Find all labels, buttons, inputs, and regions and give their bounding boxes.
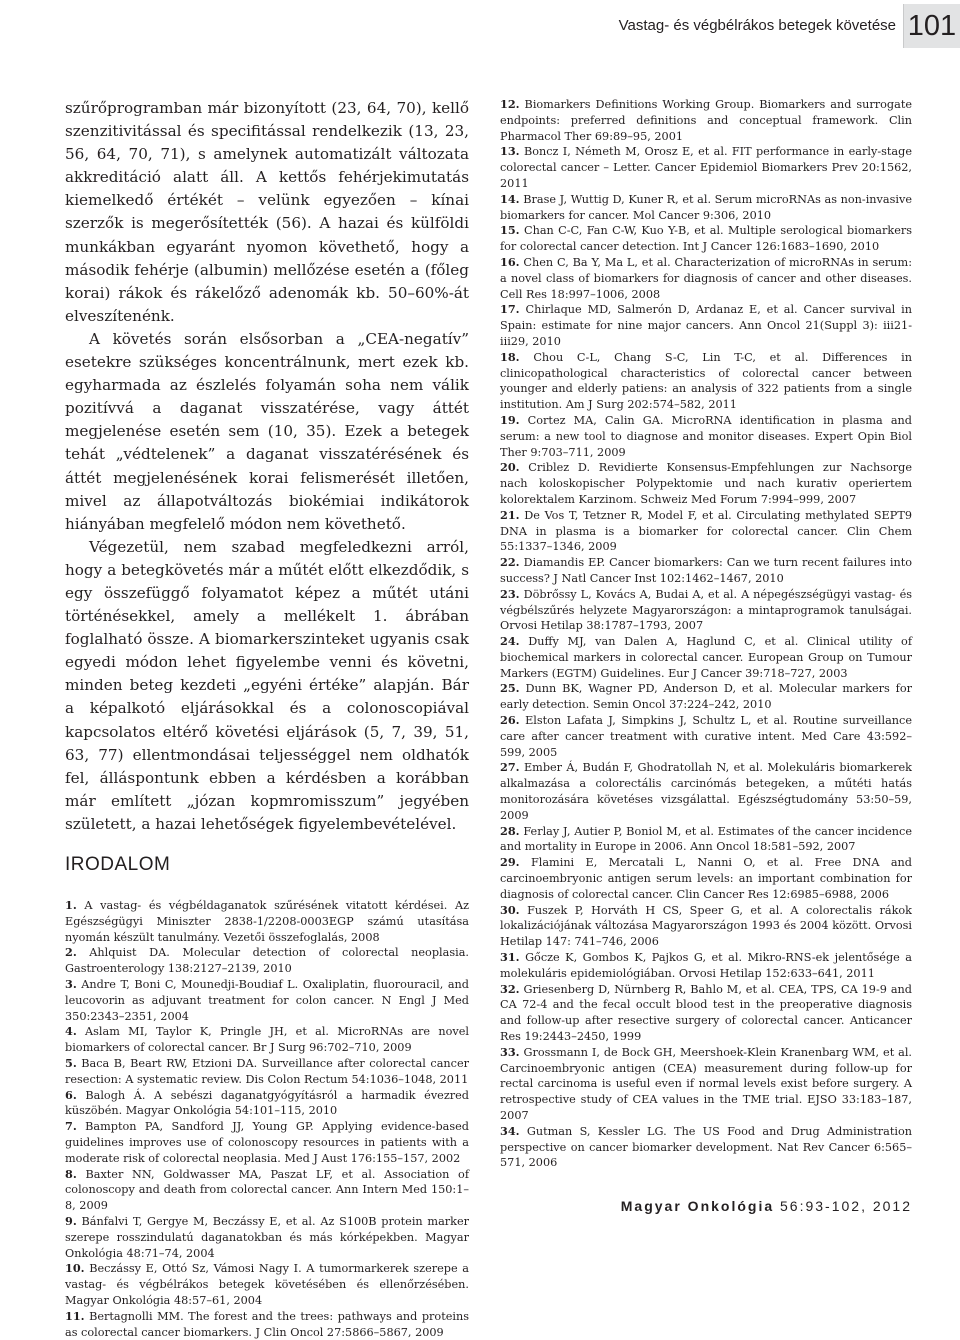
reference-text: Elston Lafata J, Simpkins J, Schultz L, et al. Routine surveillance care after cancer treatment with curative intent. Med Care 43:592–599, 2005 <box>500 714 912 759</box>
reference-item <box>500 192 912 224</box>
reference-text: Balogh Á. A sebészi daganatgyógyításról a harmadik évezred küszöbén. Magyar Onkológia 54:101–115, 2010 <box>65 1088 470 1118</box>
reference-number: 29. <box>500 855 520 870</box>
reference-text: Ahlquist DA. Molecular detection of colorectal neoplasia. Gastroenterology 138:2127–2139, 2010 <box>65 946 469 976</box>
reference-text: Ferlay J, Autier P, Boniol M, et al. Estimates of the cancer incidence and mortality in Europe in 2006. Ann Oncol 18:581–592, 2007 <box>500 824 912 854</box>
reference-item <box>500 1124 912 1171</box>
reference-text: Biomarkers Definitions Working Group. Biomarkers and surrogate endpoints: preferred definitions and conceptual framework. Clin Pharmacol Ther 69:89–95, 2001 <box>500 98 912 143</box>
reference-text: Bertagnolli MM. The forest and the trees: pathways and proteins as colorectal cancer biomarkers. J Clin Oncol 27:5866–5867, 2009 <box>65 1309 469 1339</box>
reference-item <box>500 460 912 507</box>
reference-item <box>500 350 912 413</box>
body-paragraph: szűrőprogramban már bizonyított (23, 64, 70), kellő szenzitivitással és specifitással rendelkezik (13, 23, 56, 64, 70, 71), s amelynek automatizált változata akkreditáció alatt áll. A kettős fehérjekimutatás kiemelkedő értékét – velünk egyezően – kínai szerzők is megerősítették (56). A hazai és külföldi munkákban egyaránt nyomon követhető, hogy a második fehérje (albumin) mellőzése esetén a (főleg korai) rákok és rákelőző adenomák kb. 50–60%-át elveszítenénk. <box>65 99 469 325</box>
reference-item <box>500 413 912 460</box>
reference-number: 7. <box>65 1119 77 1134</box>
reference-number: 18. <box>500 349 520 364</box>
reference-number: 34. <box>500 1123 520 1138</box>
reference-number: 22. <box>500 555 520 570</box>
reference-text: Fuszek P, Horváth H CS, Speer G, et al. A colorectalis rákok lokalizációjának változása Magyarországon 1993 és 2004 között. Orvosi Hetilap 147: 741–746, 2006 <box>500 903 912 949</box>
left-column <box>65 97 469 1340</box>
reference-item <box>65 1309 469 1340</box>
reference-item <box>65 1088 469 1120</box>
reference-item <box>65 1167 469 1214</box>
reference-text: A vastag- és végbéldaganatok szűrésének vitatott kérdései. Az Egészségügyi Miniszter 2838-1/2208-0003EGP számú utasítása nyomán készült tanulmány. Vezetői összefoglalás, 2008 <box>65 899 469 944</box>
reference-number: 20. <box>500 460 520 475</box>
reference-text: De Vos T, Tetzner R, Model F, et al. Circulating methylated SEPT9 DNA in plasma is a biomarker for colorectal cancer. Clin Chem 55:1337–1346, 2009 <box>500 508 913 554</box>
reference-text: Gőcze K, Gombos K, Pajkos G, et al. Mikro-RNS-ek jelentősége a molekuláris epidemiológiában. Orvosi Hetilap 152:633–641, 2011 <box>500 951 913 980</box>
reference-number: 16. <box>500 254 520 269</box>
reference-text: Criblez D. Revidierte Konsensus-Empfehlungen zur Nachsorge nach koloskopischer Polypektomie und nach kurativ operiertem kolorektalem Karzinom. Schweiz Med Forum 7:994–999, 2007 <box>500 461 912 506</box>
reference-text: Ember Á, Budán F, Ghodratollah N, et al. Molekuláris biomarkerek alkalmazása a colorectális carcinómás betegeken, a műtéti hatás monitorozására követéses vizsgálattal. Egészségtudomány 53:50–59, 2009 <box>500 761 912 822</box>
reference-number: 10. <box>65 1261 85 1276</box>
reference-number: 33. <box>500 1044 520 1059</box>
reference-item <box>65 977 469 1024</box>
reference-item <box>500 144 912 191</box>
reference-item <box>65 1214 469 1261</box>
reference-number: 17. <box>500 302 520 317</box>
reference-number: 28. <box>500 823 520 838</box>
reference-number: 2. <box>65 945 77 960</box>
reference-item <box>500 255 912 302</box>
right-column <box>500 97 912 1171</box>
reference-number: 9. <box>65 1213 77 1228</box>
reference-item <box>500 950 912 982</box>
reference-number: 31. <box>500 950 520 965</box>
reference-text: Duffy MJ, van Dalen A, Haglund C, et al. Clinical utility of biochemical markers in colorectal cancer. European Group on Tumour Markers (EGTM) Guidelines. Eur J Cancer 39:718–727, 2003 <box>500 635 912 680</box>
reference-item <box>500 1045 912 1124</box>
reference-item <box>500 982 912 1045</box>
reference-item <box>500 713 912 760</box>
reference-text: Chirlaque MD, Salmerón D, Ardanaz E, et al. Cancer survival in Spain: estimate for nine major cancers. Ann Oncol 21(Suppl 3): iii21-iii29, 2010 <box>500 303 912 348</box>
reference-item <box>500 760 912 823</box>
reference-item <box>500 855 912 902</box>
reference-text: Bánfalvi T, Gergye M, Beczássy E, et al. Az S100B protein marker szerepe rosszindulatú daganatokban és más kórképekben. Magyar Onkológia 48:71–74, 2004 <box>65 1214 470 1260</box>
reference-text: Dunn BK, Wagner PD, Anderson D, et al. Molecular markers for early detection. Semin Oncol 37:224–242, 2010 <box>500 682 912 712</box>
reference-item <box>500 681 912 713</box>
reference-item <box>65 1024 469 1056</box>
reference-text: Chen C, Ba Y, Ma L, et al. Characterization of microRNAs in serum: a novel class of biomarkers for diagnosis of cancer and other diseases. Cell Res 18:997–1006, 2008 <box>500 255 913 301</box>
reference-number: 4. <box>65 1024 77 1039</box>
journal-name: Magyar Onkológia <box>620 1198 775 1214</box>
reference-text: Döbrőssy L, Kovács A, Budai A, et al. A népegészségügyi vastag- és végbélszűrés helyzete Magyarországon: a mintaprogramok tanulságai. Orvosi Hetilap 38:1787–1793, 2007 <box>500 587 913 633</box>
reference-number: 26. <box>500 713 520 728</box>
reference-item <box>500 508 912 555</box>
reference-number: 11. <box>65 1308 85 1323</box>
reference-number: 21. <box>500 507 520 522</box>
reference-number: 32. <box>500 981 520 996</box>
reference-item <box>65 1261 469 1308</box>
body-paragraph: A követés során elsősorban a „CEA-negatív” esetekre szükséges koncentrálnunk, mert ezek kb. egyharmada az észlelés folyamán soha nem válik pozitívvá a daganat visszatérése, vagy áttét megjelenése esetén sem (10, 35). Ezek a betegek tehát „védtelenek” a daganat visszatérésének és áttét megjelenésének korai felismerését illetően, mivel az állapotváltozás biokémiai indikátorok hiányában megfelelő módon nem követhető. <box>65 329 469 533</box>
reference-item <box>500 903 912 950</box>
reference-number: 12. <box>500 97 520 111</box>
references-heading: IRODALOM <box>65 854 171 875</box>
reference-number: 5. <box>65 1055 77 1070</box>
reference-item <box>500 302 912 349</box>
reference-number: 25. <box>500 681 520 696</box>
reference-text: Aslam MI, Taylor K, Pringle JH, et al. MicroRNAs are novel biomarkers of colorectal cancer. Br J Surg 96:702–710, 2009 <box>65 1025 469 1055</box>
reference-number: 13. <box>500 144 520 159</box>
reference-item <box>500 555 912 587</box>
reference-item <box>65 1119 469 1166</box>
reference-text: Griesenberg D, Nürnberg R, Bahlo M, et al. CEA, TPS, CA 19-9 and CA 72-4 and the fecal occult blood test in the preoperative diagnosis and follow-up after resective surgery of colorectal cancer. Anticancer Res 19:2443–2450, 1999 <box>500 982 912 1044</box>
reference-number: 8. <box>65 1166 77 1181</box>
reference-item <box>500 824 912 856</box>
reference-number: 19. <box>500 412 520 427</box>
reference-number: 23. <box>500 586 520 601</box>
reference-item <box>500 97 912 144</box>
reference-text: Cortez MA, Calin GA. MicroRNA identification in plasma and serum: a new tool to diagnose and monitor diseases. Expert Opin Biol Ther 9:703–711, 2009 <box>500 413 912 459</box>
page-number: 101 <box>903 4 960 48</box>
reference-text: Baca B, Beart RW, Etzioni DA. Surveillance after colorectal cancer resection: A systematic review. Dis Colon Rectum 54:1036–1048, 2011 <box>65 1056 469 1086</box>
reference-number: 15. <box>500 223 520 238</box>
reference-item <box>500 634 912 681</box>
reference-item <box>65 1056 469 1088</box>
reference-text: Chan C-C, Fan C-W, Kuo Y-B, et al. Multiple serological biomarkers for colorectal cancer detection. Int J Cancer 126:1683–1690, 2010 <box>500 224 913 254</box>
reference-text: Brase J, Wuttig D, Kuner R, et al. Serum microRNAs as non-invasive biomarkers for cancer. Mol Cancer 9:306, 2010 <box>500 192 912 222</box>
reference-item <box>65 945 469 977</box>
reference-number: 27. <box>500 760 520 775</box>
reference-text: Beczássy E, Ottó Sz, Vámosi Nagy I. A tumormarkerek szerepe a vastag- és végbélrákos betegek követésében és ellenőrzésében. Magyar Onkológia 48:57–61, 2004 <box>65 1262 469 1307</box>
reference-list-right <box>500 97 912 1171</box>
running-title: Vastag- és végbélrákos betegek követése <box>618 17 896 34</box>
reference-number: 3. <box>65 976 77 991</box>
reference-text: Flamini E, Mercatali L, Nanni O, et al. Free DNA and carcinoembryonic antigen serum levels: an important combination for diagnosis of colorectal cancer. Clin Cancer Res 12:6985–6988, 2006 <box>500 856 912 901</box>
reference-item <box>500 587 912 634</box>
reference-text: Chou C-L, Chang S-C, Lin T-C, et al. Differences in clinicopathological characteristics of colorectal cancer between younger and elderly patiens: an analysis of 322 patients from a single institution. Am J Surg 202:574–582, 2011 <box>500 350 913 412</box>
reference-number: 6. <box>65 1087 77 1102</box>
reference-number: 1. <box>65 898 77 912</box>
body-paragraph: Végezetül, nem szabad megfeledkezni arról, hogy a betegkövetés már a műtét előtt elkezdődik, s egy összefüggő folyamatot képez a műtét utáni történésekkel, amely a mellékelt 1. ábrában foglalható össze. A biomarkerszinteket ugyanis csak egyedi módon lehet figyelembe venni és követni, minden beteg kezdeti „egyéni értéke” alapján. Bár a képalkotó eljárásokkal és a colonoscopiával kapcsolatos eltérő követési eljárások (5, 7, 39, 51, 63, 77) ellentmondásai teljességgel nem oldhatók fel, álláspontunk ebben a kérdésben a korábban már említett „józan kopmromisszum” jegyében született, a hazai lehetőségek figyelembevételével. <box>65 537 469 833</box>
reference-text: Boncz I, Németh M, Orosz E, et al. FIT performance in early-stage colorectal cancer – Letter. Cancer Epidemiol Biomarkers Prev 20:1562, 2011 <box>500 145 912 190</box>
reference-text: Gutman S, Kessler LG. The US Food and Drug Administration perspective on cancer biomarker development. Nat Rev Cancer 6:565–571, 2006 <box>500 1124 912 1170</box>
reference-text: Grossmann I, de Bock GH, Meershoek-Klein Kranenbarg WM, et al. Carcinoembryonic antigen (CEA) measurement during follow-up for rectal carcinoma is useful even if normal levels exist before surgery. A retrospective study of CEA values in the TME trial. EJSO 33:183–187, 2007 <box>500 1045 912 1122</box>
reference-text: Andre T, Boni C, Mounedji-Boudiaf L. Oxaliplatin, fluorouracil, and leucovorin as adjuvant treatment for colon cancer. N Engl J Med 350:2343–2351, 2004 <box>65 977 469 1023</box>
reference-number: 24. <box>500 634 520 649</box>
reference-item <box>500 223 912 255</box>
issue-citation: 56:93-102, 2012 <box>780 1198 912 1214</box>
footer-citation <box>621 1198 912 1214</box>
reference-number: 30. <box>500 902 520 917</box>
reference-text: Diamandis EP. Cancer biomarkers: Can we turn recent failures into success? J Natl Cancer Inst 102:1462–1467, 2010 <box>500 556 912 585</box>
reference-text: Bampton PA, Sandford JJ, Young GP. Applying evidence-based guidelines improves use of colonoscopy resources in patients with a moderate risk of colorectal neoplasia. Med J Aust 176:155–157, 2002 <box>65 1120 469 1165</box>
reference-list-left <box>65 898 469 1340</box>
reference-text: Baxter NN, Goldwasser MA, Paszat LF, et al. Association of colonoscopy and death from colorectal cancer. Ann Intern Med 150:1–8, 2009 <box>65 1167 469 1213</box>
reference-number: 14. <box>500 191 520 206</box>
reference-item <box>65 898 469 945</box>
